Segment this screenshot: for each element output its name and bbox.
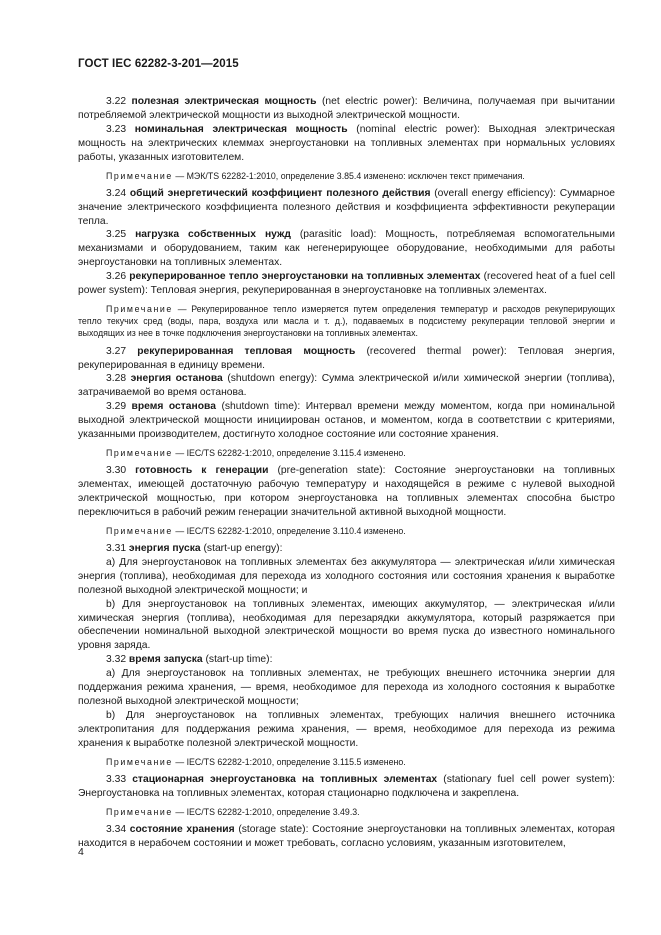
- definition-3-28: [78, 372, 615, 400]
- definition-text: (net electric power): Величина, получаемая при вычитании потребляемой электрической мощности из выходной электрической мощности.: [78, 96, 615, 121]
- definition-number: 3.23: [106, 123, 127, 135]
- note-label: Примечание: [106, 447, 173, 458]
- definition-text: (shutdown time): Интервал времени между моментом, когда при номинальной выходной электрической мощности инициирован останов, и моментом, когда в соответствии с критериями, указанными производителем, достигнуто холодное состояние или состояние хранения.: [78, 401, 615, 441]
- definition-number: 3.34: [106, 823, 127, 835]
- definition-3-32: [78, 653, 615, 667]
- note-label: Примечание: [106, 525, 173, 536]
- definition-text: (recovered thermal power): Тепловая энергия, рекуперированная в единицу времени.: [78, 345, 615, 371]
- definition-3-22: [78, 95, 615, 123]
- note-text: — IEC/TS 62282-1:2010, определение 3.115.4 изменено.: [172, 447, 406, 458]
- note-text: — IEC/TS 62282-1:2010, определение 3.49.3.: [172, 806, 360, 817]
- note-text: — IEC/TS 62282-1:2010, определение 3.110.4 изменено.: [172, 525, 406, 536]
- definition-number: 3.33: [106, 773, 127, 785]
- definition-3-34: [78, 823, 615, 851]
- note-label: Примечание: [106, 806, 173, 817]
- note-3-29: [78, 447, 615, 459]
- definition-text: (parasitic load): Мощность, потребляемая вспомогательными механизмами и оборудованием, таким как негенерирующее оборудование, необходимыми для работы энергоустановки на топливных элементах.: [78, 229, 615, 269]
- definition-term: готовность к генерации: [135, 465, 269, 477]
- definition-term: энергия останова: [130, 373, 223, 385]
- definition-number: 3.32: [106, 654, 127, 666]
- definition-3-24: [78, 187, 615, 229]
- note-label: Примечание: [106, 170, 173, 181]
- definition-number: 3.25: [106, 229, 127, 241]
- note-3-23: [78, 170, 615, 182]
- definition-term: нагрузка собственных нужд: [135, 229, 291, 241]
- definition-number: 3.30: [106, 465, 127, 477]
- definition-3-30: [78, 464, 615, 520]
- definition-text: (start-up energy):: [200, 542, 283, 554]
- definition-term: номинальная электрическая мощность: [134, 123, 348, 135]
- definition-3-31-item-b: b) Для энергоустановок на топливных элементах, имеющих аккумулятор, — электрическая и/или химическая энергия (топлива), необходимая для перезарядки аккумулятора, который разряжается при обеспечении номинальной выходной электрической мощности во время пуска до известного номинального уровня заряда.: [78, 598, 615, 652]
- definition-term: время запуска: [128, 654, 203, 666]
- note-3-26: [78, 303, 615, 340]
- definition-text: (shutdown energy): Сумма электрической и/или химической энергии (топлива), затрачиваемой во время останова.: [78, 373, 615, 399]
- definition-number: 3.29: [106, 401, 127, 413]
- definition-number: 3.28: [106, 373, 127, 385]
- definition-text: (storage state): Состояние энергоустановки на топливных элементах, которая находится в нерабочем состоянии и может требовать, согласно условиям, указанным изготовителем,: [78, 823, 616, 849]
- definition-text: (pre-generation state): Состояние энергоустановки на топливных элементах, имеющей достаточную рабочую температуру и находящейся в режиме с нулевой выходной электрической мощностью, при котором энергоустановка на топливных элементах способна быстро переключиться в рабочий режим генерации значительной активной выходной мощности.: [78, 465, 615, 518]
- definition-term: состояние хранения: [129, 823, 235, 835]
- note-text: — IEC/TS 62282-1:2010, определение 3.115.5 изменено.: [172, 756, 406, 767]
- definition-text: (stationary fuel cell power system): Энергоустановка на топливных элементах, которая стационарно подключена и закреплена.: [78, 773, 615, 799]
- document-header: ГОСТ IEC 62282-3-201—2015: [78, 58, 239, 70]
- definition-3-33: [78, 773, 615, 801]
- note-label: Примечание: [106, 756, 173, 767]
- definition-3-32-item-a: a) Для энергоустановок на топливных элементах, не требующих внешнего источника энергии для поддержания режима хранения, — время, необходимое для перехода из холодного состояния к выработке полезной выходной электрической мощности;: [78, 668, 615, 707]
- note-3-30: [78, 525, 615, 537]
- definition-3-31-item-a: a) Для энергоустановок на топливных элементах без аккумулятора — электрическая и/или химическая энергия (топлива), необходимая для перехода из холодного состояния или состояния хранения к выработке полезной выходной электрической мощности; и: [78, 556, 615, 596]
- definition-number: 3.27: [106, 345, 127, 357]
- definition-number: 3.22: [106, 96, 127, 107]
- definition-term: рекуперированная тепловая мощность: [137, 345, 356, 357]
- note-3-33: [78, 806, 615, 818]
- page-number: 4: [78, 846, 84, 858]
- definition-term: рекуперированное тепло энергоустановки на топливных элементах: [129, 271, 481, 283]
- definition-text: (recovered heat of a fuel cell power system): Тепловая энергия, рекуперированная в энергоустановке на топливных элементах.: [78, 271, 615, 297]
- definition-term: время останова: [131, 401, 216, 413]
- note-label: Примечание: [106, 303, 173, 314]
- note-text: — МЭК/TS 62282-1:2010, определение 3.85.4 изменено: исключен текст примечания.: [172, 170, 525, 181]
- definition-3-32-item-b: b) Для энергоустановок на топливных элементах, требующих наличия внешнего источника электропитания для поддержания режима хранения, — время, необходимое для перехода из режима хранения к выработке полезной электрической мощности.: [78, 709, 615, 749]
- note-text: — Рекуперированное тепло измеряется путем определения температур и расходов рекуперирующих тепло текучих сред (воды, пара, воздуха или масла и т. д.), подаваемых в подсистему рекуперации тепловой энергии и выходящих из нее в точке подключения энергоустановки на топливных элементах.: [78, 303, 615, 339]
- definition-3-27: [78, 345, 615, 373]
- definition-text: (nominal electric power): Выходная электрическая мощность на электрических клеммах энергоустановки на топливных элементах при нормальных условиях работы, указанных изготовителем.: [78, 123, 615, 163]
- definition-3-26: [78, 270, 615, 298]
- definition-text: (start-up time):: [202, 654, 273, 666]
- definition-text: (overall energy efficiency): Суммарное значение электрического коэффициента полезного действия и коэффициента эффективности рекуперации тепла.: [78, 187, 615, 227]
- definition-3-25: [78, 228, 615, 270]
- definition-3-29: [78, 400, 615, 442]
- definition-number: 3.26: [106, 271, 127, 283]
- definition-3-23: [78, 123, 615, 165]
- document-body: [78, 95, 615, 851]
- note-3-32: [78, 756, 615, 768]
- definition-number: 3.24: [106, 187, 127, 199]
- definition-term: общий энергетический коэффициент полезного действия: [129, 187, 431, 199]
- definition-3-31: [78, 542, 615, 556]
- definition-term: энергия пуска: [128, 542, 201, 554]
- definition-number: 3.31: [106, 542, 127, 554]
- definition-term: стационарная энергоустановка на топливных элементах: [132, 773, 438, 785]
- definition-term: полезная электрическая мощность: [131, 96, 317, 107]
